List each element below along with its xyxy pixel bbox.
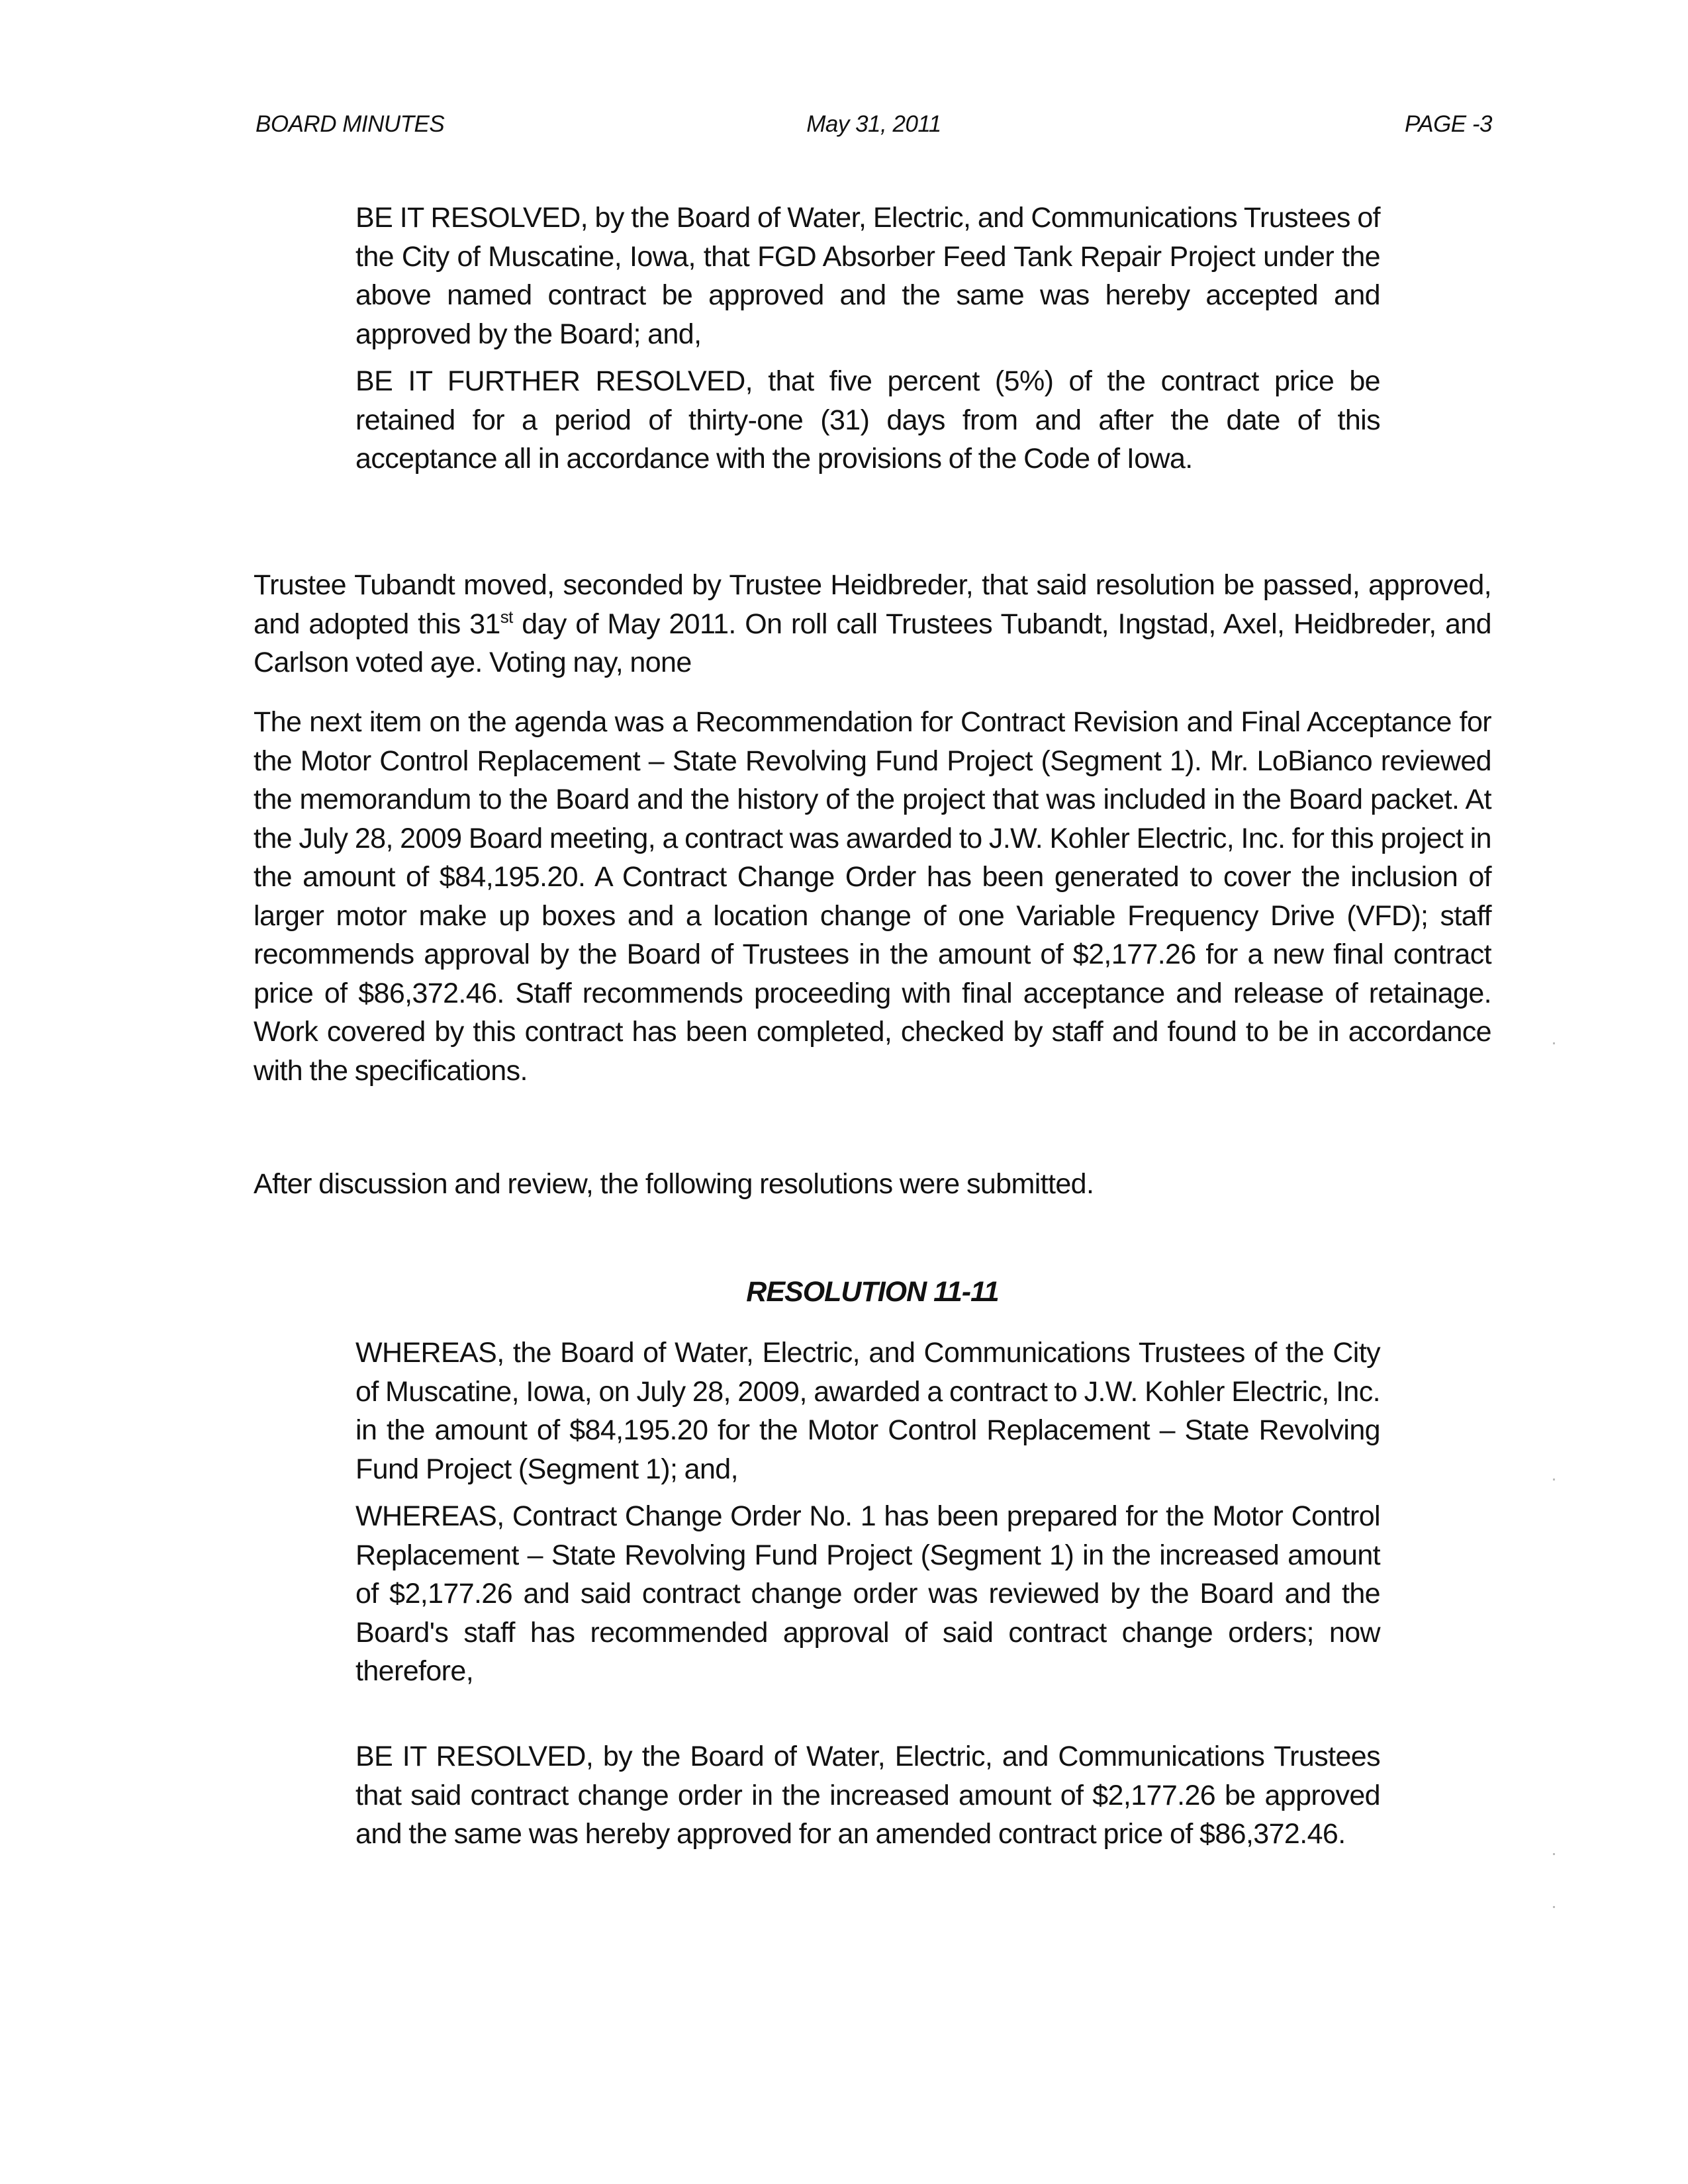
scan-artifact [1553, 1042, 1555, 1044]
motion-roll-call-paragraph [254, 566, 1491, 682]
motion-text-part1: Trustee Tubandt moved, seconded by Trustee Heidbreder, that said resolution be passed, approved, and adopted this 31 [254, 569, 1491, 640]
prior-be-it-resolved-paragraph: BE IT RESOLVED, by the Board of Water, Electric, and Communications Trustees of the City of Muscatine, Iowa, that FGD Absorber Feed Tank Repair Project under the above named contract be approved and the same was hereby accepted and approved by the Board; and, [355, 202, 1380, 350]
running-header [256, 111, 1492, 144]
resolution-whereas-2: WHEREAS, Contract Change Order No. 1 has been prepared for the Motor Control Replacement – State Revolving Fund Project (Segment 1) in the increased amount of $2,177.26 and said contract change order was reviewed by the Board and the Board's staff has recommended approval of said contract change orders; now therefore, [355, 1500, 1380, 1687]
document-title: BOARD MINUTES [256, 111, 445, 137]
scan-artifact [1553, 1906, 1555, 1908]
agenda-item-paragraph: The next item on the agenda was a Recommendation for Contract Revision and Final Acceptance for the Motor Control Replacement – State Revolving Fund Project (Segment 1). Mr. LoBianco reviewed the memorandum to the Board and the history of the project that was included in the Board packet. At the July 28, 2009 Board meeting, a contract was awarded to J.W. Kohler Electric, Inc. for this project in the amount of $84,195.20. A Contract Change Order has been generated to cover the inclusion of larger motor make up boxes and a location change of one Variable Frequency Drive (VFD); staff recommends approval by the Board of Trustees in the amount of $2,177.26 for a new final contract price of $86,372.46. Staff recommends proceeding with final acceptance and release of retainage. Work covered by this contract has been completed, checked by staff and found to be in accordance with the specifications. [254, 706, 1491, 1087]
page-number: PAGE -3 [1404, 111, 1492, 137]
meeting-date: May 31, 2011 [806, 111, 941, 137]
resolution-title: RESOLUTION 11-11 [746, 1276, 999, 1308]
resolution-be-it-resolved: BE IT RESOLVED, by the Board of Water, Electric, and Communications Trustees that said contract change order in the increased amount of $2,177.26 be approved and the same was hereby approved for an amended contract price of $86,372.46. [355, 1741, 1380, 1850]
scan-artifact [1553, 1479, 1555, 1480]
resolution-whereas-1: WHEREAS, the Board of Water, Electric, and Communications Trustees of the City of Muscatine, Iowa, on July 28, 2009, awarded a contract to J.W. Kohler Electric, Inc. in the amount of $84,195.20 for the Motor Control Replacement – State Revolving Fund Project (Segment 1); and, [355, 1337, 1380, 1485]
ordinal-suffix: st [500, 606, 513, 627]
prior-be-it-further-resolved-paragraph: BE IT FURTHER RESOLVED, that five percent (5%) of the contract price be retained for a period of thirty-one (31) days from and after the date of this acceptance all in accordance with the provisions of the Code of Iowa. [355, 365, 1380, 475]
submission-note: After discussion and review, the following resolutions were submitted. [254, 1168, 1094, 1200]
motion-text-part2: day of May 2011. On roll call Trustees Tubandt, Ingstad, Axel, Heidbreder, and Carlson voted aye. Voting nay, none [254, 608, 1491, 678]
scan-artifact [1553, 1853, 1555, 1855]
